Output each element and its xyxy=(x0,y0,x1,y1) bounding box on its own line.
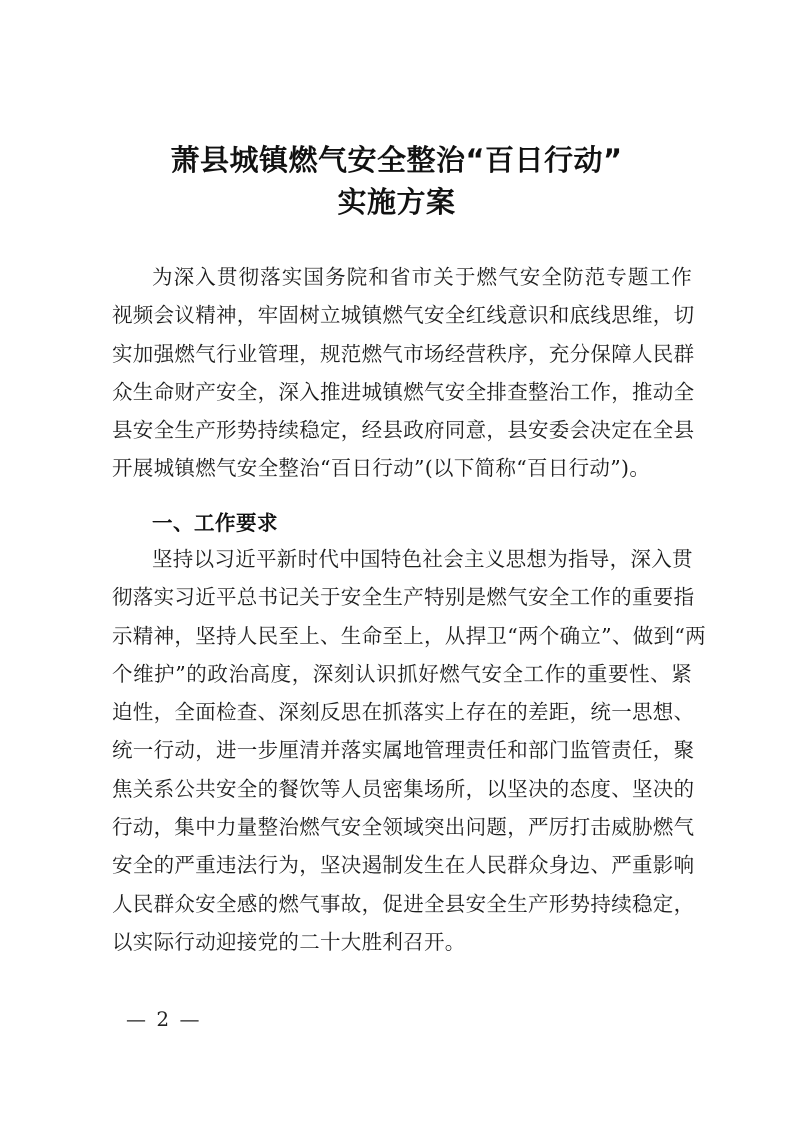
paragraph-line: 统一行动，进一步厘清并落实属地管理责任和部门监管责任，聚 xyxy=(112,738,695,763)
section-heading: 一、工作要求 xyxy=(152,511,278,535)
paragraph-line: 坚持以习近平新时代中国特色社会主义思想为指导，深入贯 xyxy=(152,547,693,571)
document-title-line1: 萧县城镇燃气安全整治“百日行动” xyxy=(170,143,623,177)
paragraph-line: 安全的严重违法行为，坚决遏制发生在人民群众身边、严重影响 xyxy=(112,853,695,878)
paragraph-line: 个维护”的政治高度，深刻认识抓好燃气安全工作的重要性、紧 xyxy=(112,661,692,686)
paragraph-line: 开展城镇燃气安全整治“百日行动”(以下简称“百日行动”)。 xyxy=(112,456,651,481)
paragraph-line: 实加强燃气行业管理，规范燃气市场经营秩序，充分保障人民群 xyxy=(112,341,695,366)
paragraph-line: 迫性，全面检查、深刻反思在抓落实上存在的差距，统一思想、 xyxy=(112,700,695,725)
document-title-line2: 实施方案 xyxy=(337,185,456,219)
paragraph-line: 人民群众安全感的燃气事故，促进全县安全生产形势持续稳定， xyxy=(112,891,695,916)
paragraph-line: 行动，集中力量整治燃气安全领域突出问题，严厉打击威胁燃气 xyxy=(112,815,695,840)
paragraph-line: 县安全生产形势持续稳定，经县政府同意，县安委会决定在全县 xyxy=(112,418,695,443)
intro-paragraph xyxy=(112,258,695,488)
paragraph-line: 焦关系公共安全的餐饮等人员密集场所，以坚决的态度、坚决的 xyxy=(112,776,695,801)
paragraph-line: 视频会议精神，牢固树立城镇燃气安全红线意识和底线思维，切 xyxy=(112,303,695,328)
paragraph-line: 以实际行动迎接党的二十大胜利召开。 xyxy=(112,929,466,954)
page-number: — 2 — xyxy=(126,1007,202,1031)
paragraph-line: 众生命财产安全，深入推进城镇燃气安全排查整治工作，推动全 xyxy=(112,379,695,404)
paragraph-line: 示精神，坚持人民至上、生命至上，从捍卫“两个确立”、做到“两 xyxy=(112,623,706,648)
paragraph-line: 彻落实习近平总书记关于安全生产特别是燃气安全工作的重要指 xyxy=(112,585,695,610)
paragraph-line: 为深入贯彻落实国务院和省市关于燃气安全防范专题工作 xyxy=(152,265,692,289)
work-requirements-paragraph xyxy=(112,540,706,961)
